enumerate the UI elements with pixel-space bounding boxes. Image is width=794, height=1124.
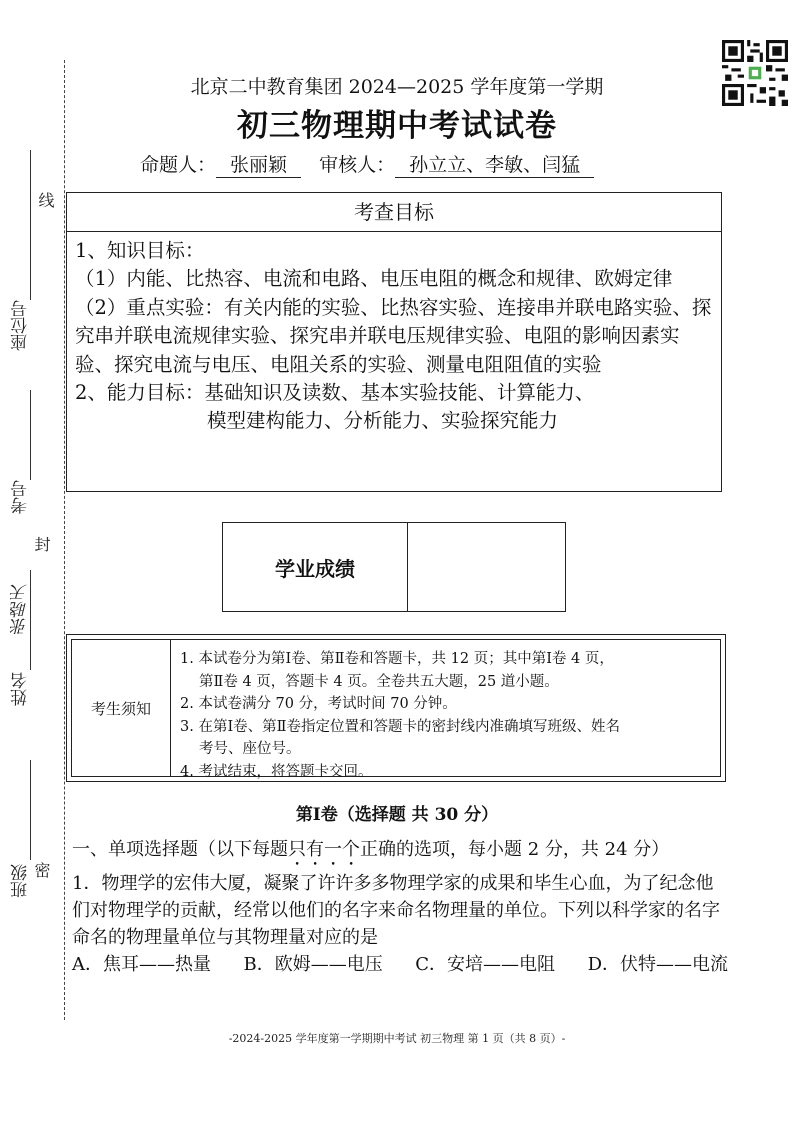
- binding-mark-mi: 密: [32, 862, 51, 878]
- objectives-box: [66, 192, 722, 492]
- author-line: [140, 150, 594, 178]
- school-term-heading: 北京二中教育集团 2024—2025 学年度第一学期: [190, 76, 604, 98]
- score-label: 学业成绩: [223, 523, 408, 611]
- question-area: [72, 836, 728, 978]
- notice-item: 考号、座位号。: [199, 741, 301, 757]
- notice-item: 第Ⅱ卷 4 页，答题卡 4 页。全卷共五大题，25 道小题。: [199, 673, 559, 690]
- notice-item: 4. 考试结束，将答题卡交回。: [180, 763, 373, 780]
- part-heading-start: 一、单项选择题（以下每题: [72, 839, 288, 860]
- reviewer-names: 孙立立、李敏、闫猛: [395, 150, 594, 178]
- part-heading-end: 正确的选项，每小题 2 分，共 24 分）: [360, 839, 670, 860]
- part-heading: [72, 836, 728, 870]
- option-c[interactable]: C．安培——电阻: [415, 954, 556, 975]
- option-a[interactable]: A．焦耳——热量: [72, 954, 211, 975]
- notice-item: 3. 在第Ⅰ卷、第Ⅱ卷指定位置和答题卡的密封线内准确填写班级、姓名: [180, 718, 621, 735]
- option-d[interactable]: D．伏特——电流: [587, 954, 728, 975]
- objective-line: 模型建构能力、分析能力、实验探究能力: [207, 409, 559, 433]
- page-footer: -2024-2025 学年度第一学期期中考试 初三物理 第 1 页（共 8 页）-: [228, 1032, 566, 1045]
- name-label: 姓名: [11, 672, 31, 706]
- reviewer-label: 审核人：: [319, 154, 396, 176]
- class-label: 班级: [11, 864, 31, 898]
- notice-label: 考生须知: [72, 640, 171, 776]
- seat-number-line: [30, 150, 31, 300]
- binding-mark-feng: 封: [32, 536, 51, 552]
- objective-line: 2、能力目标：基础知识及读数、基本实验技能、计算能力、: [75, 381, 595, 405]
- objectives-heading: 考查目标: [67, 193, 721, 232]
- notice-item: 1. 本试卷分为第Ⅰ卷、第Ⅱ卷和答题卡，共 12 页；其中第Ⅰ卷 4 页，: [180, 651, 614, 667]
- author-name: 张丽颖: [216, 150, 301, 178]
- author-label: 命题人：: [140, 154, 217, 176]
- name-line: [30, 570, 31, 670]
- objective-line: （1）内能、比热容、电流和电路、电压电阻的概念和规律、欧姆定律: [75, 267, 673, 291]
- notice-box: [66, 634, 726, 782]
- notice-item: 2. 本试卷满分 70 分，考试时间 70 分钟。: [180, 696, 457, 712]
- binding-dashed-line: [64, 60, 65, 1020]
- option-b[interactable]: B．欧姆——电压: [243, 954, 383, 975]
- exam-number-line: [30, 390, 31, 480]
- exam-title: 初三物理期中考试试卷: [237, 108, 557, 144]
- exam-number-label: 考号: [11, 480, 31, 514]
- score-box: [222, 522, 566, 612]
- objectives-body: [75, 237, 717, 436]
- seat-number-label: 座位号: [11, 300, 31, 351]
- question-1-stem: 1．物理学的宏伟大厦，凝聚了许许多多物理学家的成果和毕生心血，为了纪念他们对物理学的贡献，经常以他们的名字来命名物理量的单位。下列以科学家的名字命名的物理量单位与其物理量对应的是: [72, 873, 720, 948]
- notice-list: [180, 648, 720, 783]
- part-heading-emphasis: 只有一个: [288, 839, 360, 860]
- binding-mark-xian: 线: [36, 192, 55, 208]
- section-title: 第Ⅰ卷（选择题 共 30 分）: [295, 805, 499, 825]
- question-1-options: [72, 951, 728, 978]
- objective-line: （2）重点实验：有关内能的实验、比热容实验、连接串并联电路实验、探究串并联电流规律实验、探究串并联电压规律实验、电阻的影响因素实验、探究电流与电压、电阻关系的实验、测量电阻阻值的实验: [75, 295, 712, 376]
- score-value-field[interactable]: [413, 523, 565, 611]
- name-value: 张晓天: [11, 584, 31, 635]
- objective-line: 1、知识目标：: [75, 239, 205, 262]
